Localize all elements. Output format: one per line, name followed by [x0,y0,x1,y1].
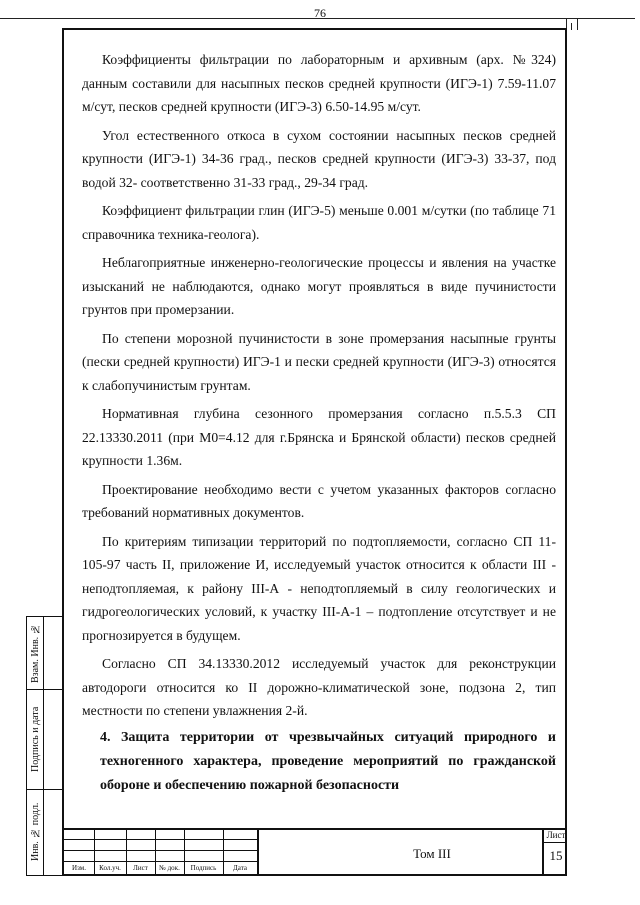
title-block [64,828,566,875]
paragraph: Проектирование необходимо вести с учетом указанных факторов согласно требований нормативных документов. [82,481,556,520]
paragraph: Коэффициент фильтрации глин (ИГЭ-5) меньше 0.001 м/сутки (по таблице 71 справочника техника-геолога). [82,203,556,242]
tb-n-dok: № док. [159,864,180,872]
tb-col-line [257,828,259,875]
paragraph: По критериям типизации территорий по подтопляемости, согласно СП 11-105-97 часть II, приложение И, исследуемый участок относится к области III - неподтопляемая, к району III-А - неподтопляемый в силу геологических и гидрогеологических условий, к участку III-А-1 – подтопление отсутствует и не прогнозируется в будущем. [82,533,556,643]
side-cell-vzam [27,617,63,690]
tb-top-line [64,828,566,830]
tb-col-line [542,828,544,875]
page-number: 76 [314,6,326,20]
corner-line [571,23,572,30]
paragraph: По степени морозной пучинистости в зоне промерзания насыпные грунты (пески средней крупности) ИГЭ-1 и пески средней крупности (ИГЭ-3) относятся к слабопучинистым грунтам. [82,330,556,393]
tb-list: Лист [133,864,148,872]
sheet-label: Лист [546,830,566,840]
tb-list-line [542,842,566,843]
tb-data: Дата [233,864,247,872]
inv-label: Инв. № подл. [30,802,41,862]
podpis-date-label: Подпись и дата [30,706,41,772]
section-heading-text: 4. Защита территории от чрезвычайных ситуаций природного и техногенного характера, проведение мероприятий по гражданской обороне и обеспечению пожарной безопасности [100,730,556,793]
corner-mark [566,18,578,30]
paragraph: Нормативная глубина сезонного промерзания согласно п.5.5.3 СП 22.13330.2011 (при М0=4.12 для г.Брянска и Брянской области) песков средней крупности 1.36м. [82,406,556,468]
sheet-number: 15 [549,848,563,863]
paragraph: Неблагоприятные инженерно-геологические процессы и явления на участке изысканий не наблюдаются, однако могут проявляться в виде пучинистости грунтов при промерзании. [82,255,556,317]
side-cell-inv [27,789,63,875]
tb-izm: Изм. [72,864,86,872]
side-cell-podpis [27,689,63,790]
volume-label: Том III [413,846,451,861]
body-text [82,48,556,728]
paragraph: Согласно СП 34.13330.2012 исследуемый участок для реконструкции автодороги относится ко II дорожно-климатической зоне, подзона 2, тип местности по степени увлажнения 2-й. [82,656,556,718]
paragraph: Угол естественного откоса в сухом состоянии насыпных песков средней крупности (ИГЭ-1) 34-36 град., песков средней крупности (ИГЭ-3) 33-37, под водой 32- соответственно 31-33 град., 29-34 град. [82,127,556,190]
tb-row-line [64,839,257,840]
paragraph: Коэффициенты фильтрации по лабораторным и архивным (арх. №324) данным составили для насыпных песков средней крупности (ИГЭ-1) 7.59-11.07 м/сут, песков средней крупности (ИГЭ-3) 6.50-14.95 м/сут. [82,52,556,114]
tb-podpis: Подпись [190,864,217,872]
tb-row-line [64,861,257,862]
side-stamp [26,616,64,876]
section-heading [100,726,556,798]
tb-row-line [64,850,257,851]
tb-kol-uch: Кол.уч. [99,864,121,872]
vzam-label: Взам. Инв. № [30,623,41,683]
top-rule [0,18,635,19]
